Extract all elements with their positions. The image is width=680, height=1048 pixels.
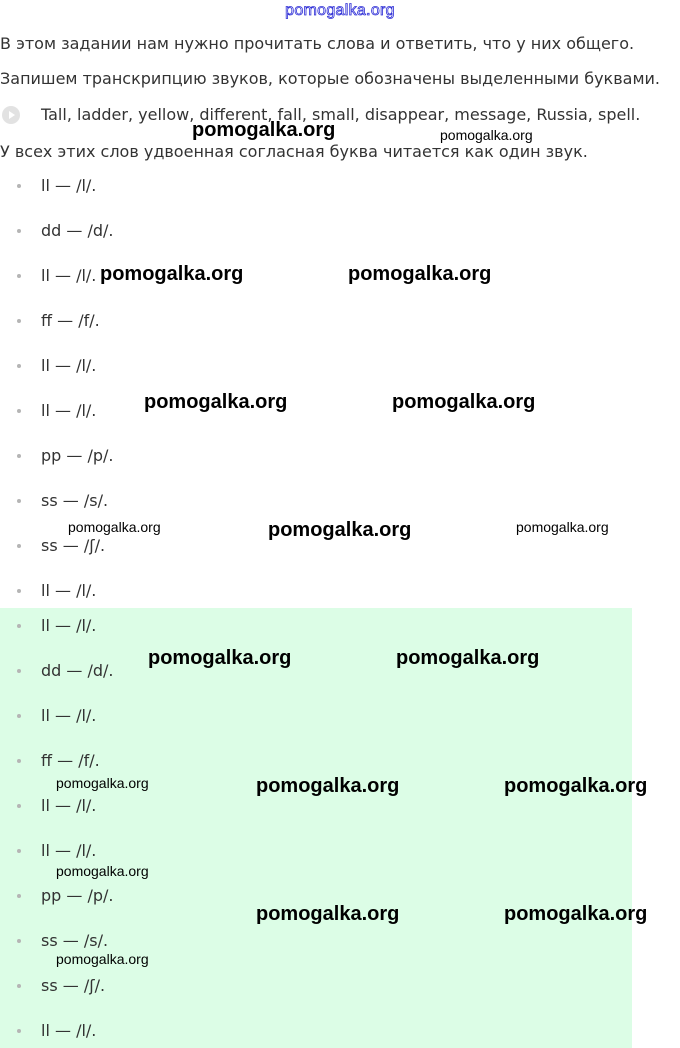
watermark: pomogalka.org (516, 519, 609, 535)
bullet-icon (17, 409, 21, 413)
list-item-text: ss — /ʃ/. (41, 536, 106, 555)
list-item (0, 974, 632, 998)
bullet-icon (17, 894, 21, 898)
bullet-icon (17, 849, 21, 853)
bullet-icon (17, 184, 21, 188)
list-item (0, 174, 632, 198)
watermark: pomogalka.org (396, 647, 540, 669)
list-item (0, 839, 632, 863)
watermark: pomogalka.org (256, 775, 400, 797)
list-item (0, 1019, 632, 1043)
bullet-icon (17, 499, 21, 503)
list-item (0, 579, 632, 603)
list-item-text: ff — /f/. (41, 751, 100, 770)
list-item-text: ll — /l/. (41, 581, 97, 600)
list-item-text: ll — /l/. (41, 176, 97, 195)
bullet-icon (17, 669, 21, 673)
list-item-text: pp — /p/. (41, 446, 114, 465)
example-row (0, 103, 680, 127)
bullet-icon (17, 454, 21, 458)
list-item-text: ss — /s/. (41, 491, 109, 510)
list-item (0, 354, 632, 378)
watermark: pomogalka.org (56, 951, 149, 967)
list-item-text: ll — /l/. (41, 1021, 97, 1040)
bullet-icon (17, 804, 21, 808)
play-icon[interactable] (2, 106, 20, 124)
site-link[interactable]: pomogalka.org (285, 2, 395, 19)
list-item-text: ll — /l/. (41, 401, 97, 420)
watermark: pomogalka.org (440, 127, 533, 143)
list-item-text: ll — /l/. (41, 841, 97, 860)
watermark: pomogalka.org (348, 263, 492, 285)
bullet-icon (17, 984, 21, 988)
list-item (0, 219, 632, 243)
watermark: pomogalka.org (148, 647, 292, 669)
watermark: pomogalka.org (504, 775, 648, 797)
bullet-icon (17, 1029, 21, 1033)
list-item-text: ll — /l/. (41, 356, 97, 375)
list-item-text: ll — /l/. (41, 706, 97, 725)
bullet-icon (17, 274, 21, 278)
bullet-icon (17, 939, 21, 943)
list-item (0, 309, 632, 333)
bullet-icon (17, 229, 21, 233)
bullet-icon (17, 364, 21, 368)
list-item (0, 704, 632, 728)
watermark: pomogalka.org (56, 775, 149, 791)
watermark: pomogalka.org (100, 263, 244, 285)
list-item-text: pp — /p/. (41, 886, 114, 905)
list-item-text: ss — /ʃ/. (41, 976, 106, 995)
watermark: pomogalka.org (68, 519, 161, 535)
bullet-icon (17, 319, 21, 323)
list-item-text: dd — /d/. (41, 221, 114, 240)
list-item (0, 614, 632, 638)
bullet-icon (17, 714, 21, 718)
watermark: pomogalka.org (56, 863, 149, 879)
list-item-text: ss — /s/. (41, 931, 109, 950)
list-item (0, 264, 632, 288)
example-words: Tall, ladder, yellow, different, fall, small, disappear, message, Russia, spell. (41, 105, 641, 124)
intro-line-1: В этом задании нам нужно прочитать слова и ответить, что у них общего. (0, 34, 635, 53)
watermark: pomogalka.org (192, 119, 336, 141)
watermark: pomogalka.org (504, 903, 648, 925)
list-item-text: ll — /l/. (41, 796, 97, 815)
intro-line-2: Запишем транскрипцию звуков, которые обозначены выделенными буквами. (0, 69, 660, 88)
bullet-icon (17, 624, 21, 628)
watermark: pomogalka.org (256, 903, 400, 925)
list-item (0, 444, 632, 468)
list-item-text: ll — /l/. (41, 616, 97, 635)
list-item-text: ff — /f/. (41, 311, 100, 330)
list-item (0, 489, 632, 513)
explanation-text: У всех этих слов удвоенная согласная буква читается как один звук. (0, 142, 588, 161)
list-item (0, 399, 632, 423)
list-item-text: ll — /l/. (41, 266, 97, 285)
list-item (0, 749, 632, 773)
watermark: pomogalka.org (268, 519, 412, 541)
watermark: pomogalka.org (392, 391, 536, 413)
bullet-icon (17, 589, 21, 593)
watermark: pomogalka.org (144, 391, 288, 413)
bullet-icon (17, 544, 21, 548)
bullet-icon (17, 759, 21, 763)
list-item-text: dd — /d/. (41, 661, 114, 680)
